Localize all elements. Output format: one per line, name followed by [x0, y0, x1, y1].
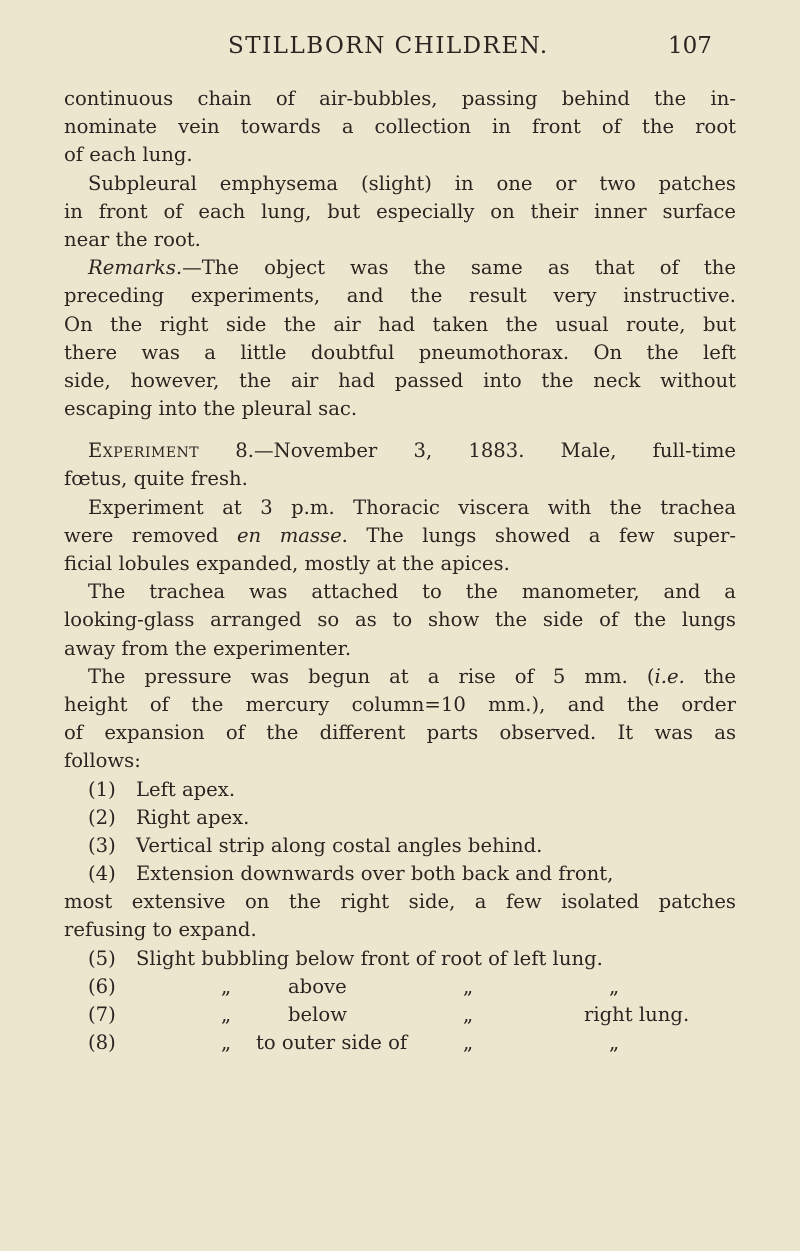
- text-line: continuous chain of air-bubbles, passing behind the in-: [64, 87, 736, 110]
- text-line: [64, 437, 736, 465]
- remarks-heading: Remarks.: [88, 256, 183, 280]
- italic-abbrev: i.e.: [654, 664, 685, 688]
- list-number: (7): [88, 1003, 116, 1026]
- text-line: of each lung.: [64, 143, 193, 167]
- text-line: near the root.: [64, 227, 201, 251]
- ditto-mark: „: [221, 1003, 232, 1026]
- list-number: (4): [88, 862, 116, 886]
- list-continuation: most extensive on the right side, a few isolated patches: [64, 890, 736, 914]
- list-text: Slight bubbling below front of root of left lung.: [136, 946, 603, 970]
- paragraph-manometer: [64, 578, 736, 663]
- ditto-row: [64, 1029, 736, 1057]
- ditto-mark: „: [463, 1003, 474, 1026]
- list-item: [64, 832, 736, 860]
- list-text: right lung.: [584, 1003, 690, 1026]
- text-fragment: . The lungs showed a few super-: [341, 523, 736, 547]
- text-fragment: were removed: [64, 523, 237, 547]
- ditto-mark: „: [463, 974, 474, 998]
- text-fragment: the: [684, 664, 736, 688]
- text-line: [64, 254, 736, 282]
- text-line: side, however, the air had passed into the neck without: [64, 368, 736, 392]
- paragraph-experiment-heading: [64, 437, 736, 493]
- text-line: looking-glass arranged so as to show the side of the lungs: [64, 608, 736, 632]
- ditto-row-inner: [64, 1001, 736, 1029]
- section-gap: [64, 423, 736, 437]
- paragraph-thoracic-viscera: [64, 494, 736, 579]
- text-line: ficial lobules expanded, mostly at the apices.: [64, 552, 510, 575]
- text-line: height of the mercury column=10 mm.), and the order: [64, 692, 736, 716]
- text-line: follows:: [64, 749, 141, 773]
- list-text: Extension downwards over both back and front,: [136, 862, 614, 886]
- text-fragment: The pressure was begun at a rise of 5 mm. (: [88, 664, 655, 688]
- text-line: On the right side the air had taken the usual route, but: [64, 312, 736, 336]
- text-fragment: 8.—November 3, 1883. Male, full-time: [199, 439, 736, 463]
- running-head: [0, 33, 800, 67]
- ditto-mark: „: [221, 1031, 232, 1055]
- ditto-row-inner: [64, 973, 736, 1001]
- text-line: Subpleural emphysema (slight) in one or two patches: [88, 171, 736, 195]
- page-number: 107: [668, 33, 712, 59]
- list-text: Right apex.: [136, 805, 250, 829]
- text-line: Experiment at 3 p.m. Thoracic viscera with the trachea: [88, 495, 736, 519]
- list-number: (2): [88, 805, 116, 829]
- text-fragment: —The object was the same as that of the: [182, 256, 736, 280]
- ditto-row-inner: [64, 1029, 736, 1057]
- text-line: [64, 522, 736, 550]
- paragraph-air-bubbles: [64, 85, 736, 170]
- ditto-mark: „: [463, 1031, 474, 1055]
- text-line: [64, 663, 736, 691]
- ditto-mark: „: [609, 1031, 620, 1055]
- list-item: [64, 776, 736, 804]
- running-title: STILLBORN CHILDREN.: [228, 33, 549, 59]
- list-continuation: refusing to expand.: [64, 918, 257, 942]
- list-item: [64, 804, 736, 832]
- ditto-row: [64, 1001, 736, 1029]
- list-text: above: [288, 974, 347, 998]
- expansion-order-list: [64, 776, 736, 1058]
- text-line: away from the experimenter.: [64, 636, 352, 660]
- text-line: nominate vein towards a collection in front of the root: [64, 115, 736, 139]
- paragraph-subpleural: [64, 170, 736, 255]
- list-number: (3): [88, 833, 116, 857]
- list-number: (8): [88, 1031, 116, 1055]
- experiment-heading: Experiment: [88, 439, 200, 463]
- list-item: [64, 945, 736, 973]
- paragraph-remarks: [64, 254, 736, 423]
- list-number: (6): [88, 974, 116, 998]
- text-line: in front of each lung, but especially on their inner surface: [64, 199, 736, 223]
- list-item: [64, 860, 736, 888]
- ditto-mark: „: [221, 974, 232, 998]
- text-line: The trachea was attached to the manometer, and a: [88, 580, 736, 604]
- list-text: Left apex.: [136, 777, 236, 801]
- text-line: escaping into the pleural sac.: [64, 397, 358, 421]
- list-text: to outer side of: [256, 1031, 408, 1055]
- text-line: of expansion of the different parts observed. It was as: [64, 721, 736, 745]
- ditto-mark: „: [609, 974, 620, 998]
- text-line: fœtus, quite fresh.: [64, 467, 248, 491]
- text-line: there was a little doubtful pneumothorax. On the left: [64, 340, 736, 364]
- list-text: Vertical strip along costal angles behind.: [136, 833, 543, 857]
- ditto-row: [64, 973, 736, 1001]
- text-line: preceding experiments, and the result very instructive.: [64, 284, 736, 308]
- list-number: (5): [88, 946, 116, 970]
- list-number: (1): [88, 777, 116, 801]
- italic-phrase: en masse: [236, 523, 342, 547]
- paragraph-pressure: [64, 663, 736, 776]
- list-text: below: [288, 1003, 347, 1026]
- body-text: [64, 85, 736, 1057]
